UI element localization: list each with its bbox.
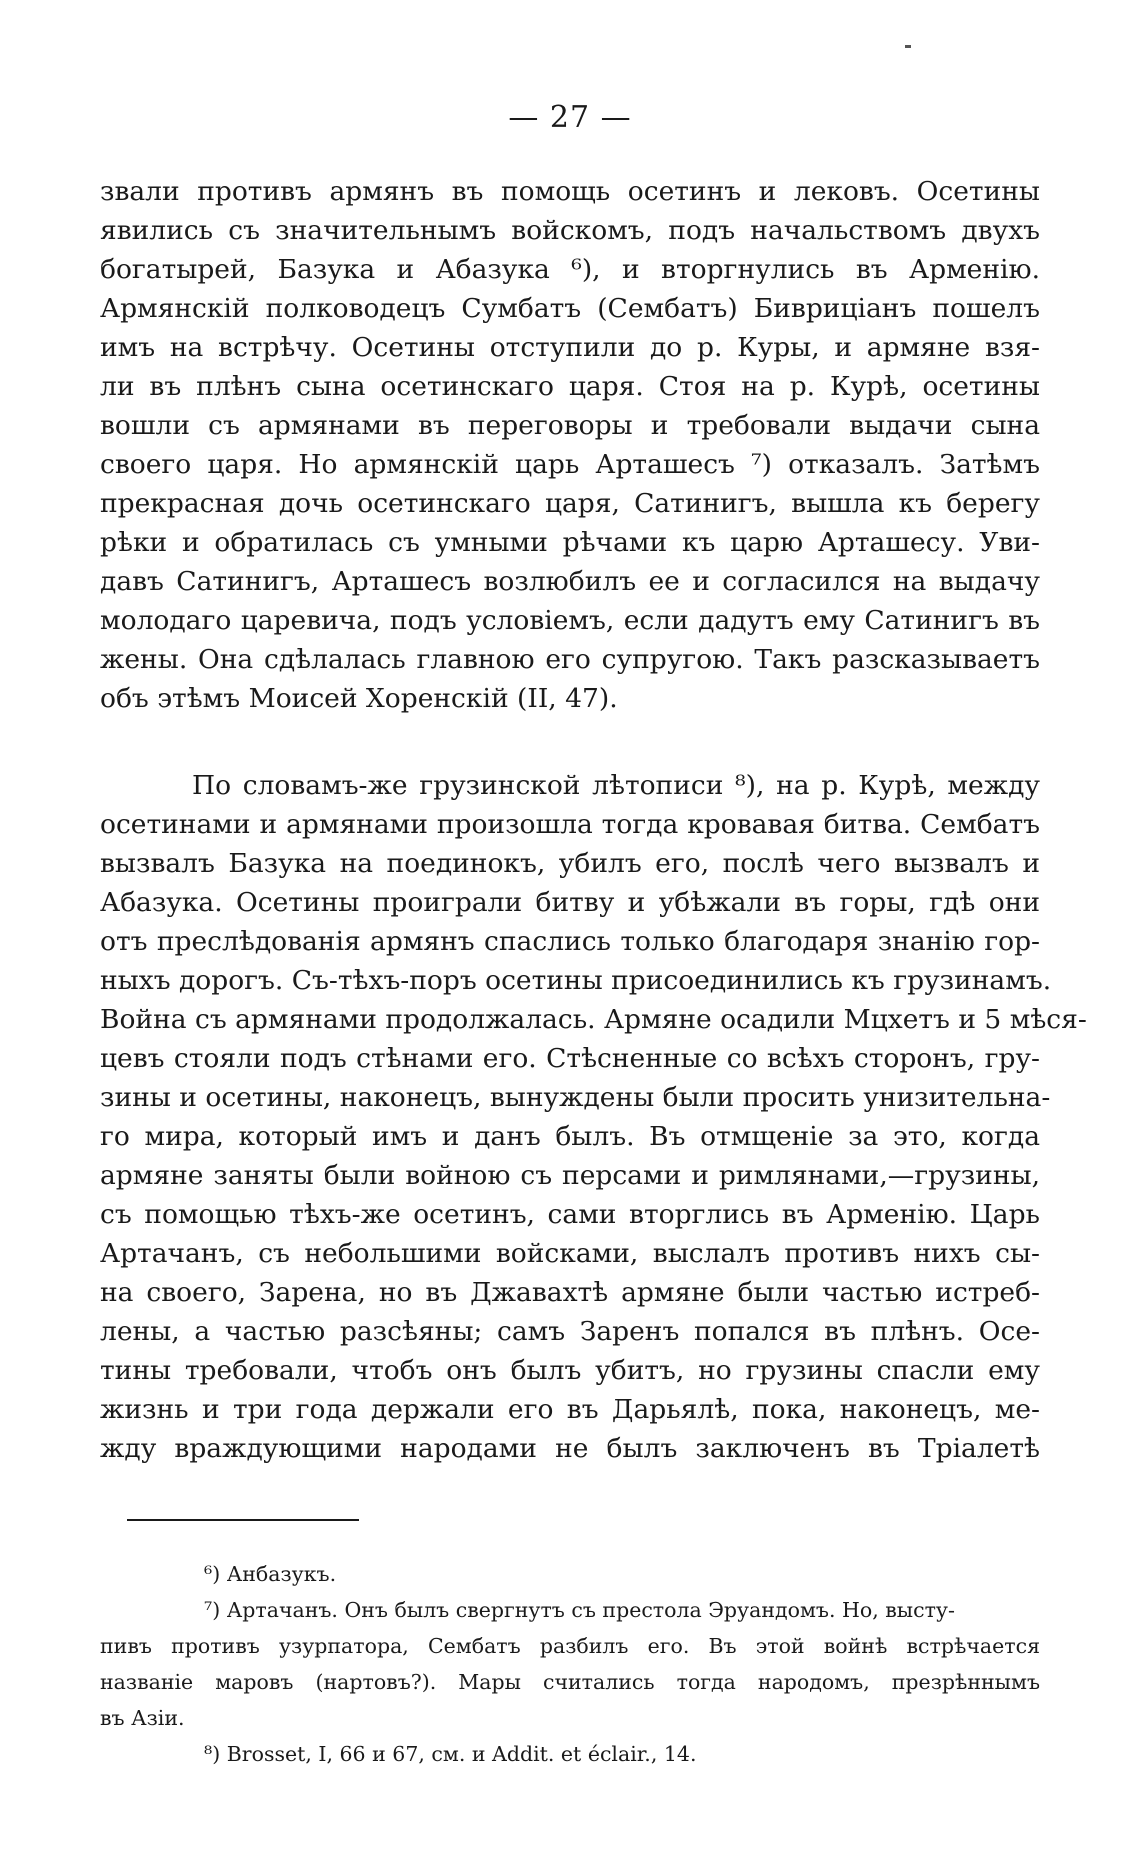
text-line: съ помощью тѣхъ-же осетинъ, сами вторглись въ Арменію. Царь <box>100 1199 1040 1230</box>
footnote-divider <box>127 1519 359 1521</box>
footnote-7-line: въ Азіи. <box>100 1706 185 1730</box>
text-line: отъ преслѣдованія армянъ спаслись только благодаря знанію гор- <box>100 926 1040 957</box>
paragraph-1 <box>100 172 1040 718</box>
text-line: тины требовали, чтобъ онъ былъ убитъ, но грузины спасли ему <box>100 1355 1040 1386</box>
text-line: вызвалъ Базука на поединокъ, убилъ его, послѣ чего вызвалъ и <box>100 848 1040 879</box>
text-line: рѣки и обратилась съ умными рѣчами къ царю Арташесу. Уви- <box>100 527 1040 558</box>
text-line: молодаго царевича, подъ условіемъ, если дадутъ ему Сатинигъ въ <box>100 605 1040 636</box>
text-line: зины и осетины, наконецъ, вынуждены были просить унизительна- <box>100 1082 1051 1113</box>
text-line: явились съ значительнымъ войскомъ, подъ начальствомъ двухъ <box>100 215 1040 246</box>
text-line: Абазука. Осетины проиграли битву и убѣжали въ горы, гдѣ они <box>100 887 1040 918</box>
footnote-7-line: пивъ противъ узурпатора, Сембатъ разбилъ его. Въ этой войнѣ встрѣчается <box>100 1634 1040 1658</box>
text-line: осетинами и армянами произошла тогда кровавая битва. Сембатъ <box>100 809 1040 840</box>
text-line: имъ на встрѣчу. Осетины отступили до р. Куры, и армяне взя- <box>100 332 1040 363</box>
text-line: го мира, который имъ и данъ былъ. Въ отмщеніе за это, когда <box>100 1121 1040 1152</box>
text-line: Артачанъ, съ небольшими войсками, выслалъ противъ нихъ сы- <box>100 1238 1040 1269</box>
text-line: Война съ армянами продолжалась. Армяне осадили Мцхетъ и 5 мѣся- <box>100 1004 1087 1035</box>
text-line: на своего, Зарена, но въ Джавахтѣ армяне были частью истреб- <box>100 1277 1040 1308</box>
text-line: своего царя. Но армянскій царь Арташесъ ⁷) отказалъ. Затѣмъ <box>100 449 1040 480</box>
footnote-7-line: названіе маровъ (нартовъ?). Мары считались тогда народомъ, презрѣннымъ <box>100 1670 1040 1694</box>
text-line: жены. Она сдѣлалась главною его супругою. Такъ разсказываетъ <box>100 644 1040 675</box>
text-line: Армянскій полководецъ Сумбатъ (Сембатъ) Бивриціанъ пошелъ <box>100 293 1040 324</box>
text-line: По словамъ-же грузинской лѣтописи ⁸), на р. Курѣ, между <box>192 770 1040 801</box>
text-line: армяне заняты были войною съ персами и римлянами,—грузины, <box>100 1160 1040 1191</box>
text-line: лены, а частью разсѣяны; самъ Заренъ попался въ плѣнъ. Осе- <box>100 1316 1040 1347</box>
text-line: богатырей, Базука и Абазука ⁶), и вторгнулись въ Арменію. <box>100 254 1040 285</box>
footnote-8: ⁸) Brosset, I, 66 и 67, см. и Addit. et éclair., 14. <box>204 1742 697 1766</box>
text-line: вошли съ армянами въ переговоры и требовали выдачи сына <box>100 410 1040 441</box>
text-line: жду враждующими народами не былъ заключенъ въ Тріалетѣ <box>100 1433 1040 1464</box>
footnotes <box>100 1556 1040 1772</box>
paragraph-2 <box>100 766 1087 1468</box>
text-line: жизнь и три года держали его въ Дарьялѣ, пока, наконецъ, ме- <box>100 1394 1040 1425</box>
text-line: ныхъ дорогъ. Съ-тѣхъ-поръ осетины присоединились къ грузинамъ. <box>100 965 1052 996</box>
footnote-6: ⁶) Анбазукъ. <box>204 1562 337 1586</box>
text-line: давъ Сатинигъ, Арташесъ возлюбилъ ее и согласился на выдачу <box>100 566 1040 597</box>
page-number: — 27 — <box>508 100 632 135</box>
print-speck <box>905 45 911 48</box>
text-line: цевъ стояли подъ стѣнами его. Стѣсненные со всѣхъ сторонъ, гру- <box>100 1043 1040 1074</box>
footnote-7-line: ⁷) Артачанъ. Онъ былъ свергнутъ съ престола Эруандомъ. Но, высту- <box>204 1598 955 1622</box>
text-line: объ этѣмъ Моисей Хоренскій (II, 47). <box>100 683 618 714</box>
text-line: прекрасная дочь осетинскаго царя, Сатинигъ, вышла къ берегу <box>100 488 1040 519</box>
text-line: звали противъ армянъ въ помощь осетинъ и лековъ. Осетины <box>100 176 1040 207</box>
text-line: ли въ плѣнъ сына осетинскаго царя. Стоя на р. Курѣ, осетины <box>100 371 1040 402</box>
